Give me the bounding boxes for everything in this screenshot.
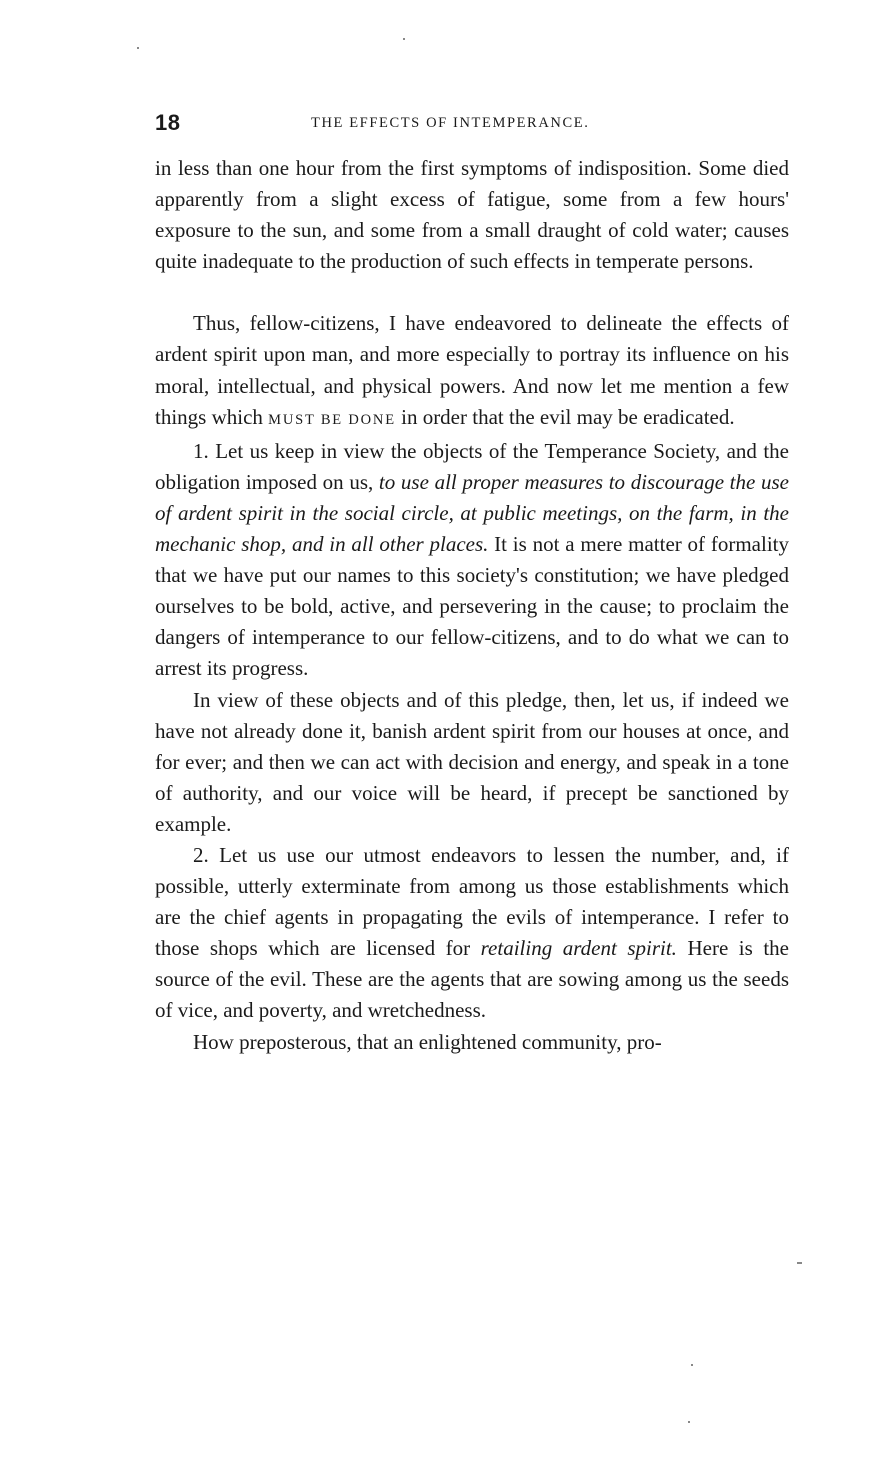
paragraph-pledge: In view of these objects and of this pledge, then, let us, if indeed we have not already done it, banish ardent spirit from our houses at once, and for ever; and then we can act with decision and energy, and speak in a tone of authority, and our voice will be heard, if precept be sanctioned by example. bbox=[155, 687, 789, 836]
paragraph-text: It is not a mere matter of formality that we have put our names to this society's constitution; we have pledged ourselves to be bold, active, and persevering in the cause; to proclaim the dangers of intemperance to our fellow-citizens, and to do what we can to arrest its progress. bbox=[155, 532, 789, 681]
small-caps-emphasis: MUST BE DONE bbox=[268, 411, 396, 428]
scan-speck bbox=[797, 1262, 802, 1264]
paragraph-text: 1. Let us keep in view the objects of the Temperance Society, and the obligation imposed on us, bbox=[155, 438, 789, 494]
paragraph-text: Here is the source of the evil. These are the agents that are sowing among us the seeds of vice, and poverty, and wretchedness. bbox=[155, 936, 789, 1023]
paragraph-text: in order that the evil may be eradicated. bbox=[395, 404, 735, 429]
paragraph-text: Thus, fellow-citizens, I have endeavored to delineate the effects of ardent spirit upon man, and more especially to portray its influence on his moral, intellectual, and physical powers. And now let me mention a few things which bbox=[155, 311, 789, 429]
italic-emphasis: retailing ardent spirit. bbox=[480, 936, 677, 961]
page-number: 18 bbox=[155, 110, 181, 135]
paragraph-point-2 bbox=[155, 840, 789, 1027]
scan-speck bbox=[403, 38, 405, 40]
paragraph-continuation: in less than one hour from the first symptoms of indisposition. Some died apparently from a slight excess of fatigue, some from a few hours' exposure to the sun, and some from a small draught of cold water; causes quite inadequate to the production of such effects in temperate persons. bbox=[155, 156, 789, 274]
scan-speck bbox=[688, 1421, 690, 1423]
page-header bbox=[155, 110, 790, 140]
scan-speck bbox=[137, 47, 139, 49]
scan-speck bbox=[691, 1364, 693, 1366]
paragraph-text: 2. Let us use our utmost endeavors to lessen the number, and, if possible, utterly exterminate from among us those establishments which are the chief agents in propagating the evils of intemperance. I refer to those shops which are licensed for bbox=[155, 842, 789, 961]
italic-emphasis: to use all proper measures to discourage the use of ardent spirit in the social circle, at public meetings, on the farm, in the mechanic shop, and in all other places. bbox=[155, 469, 789, 557]
paragraph-point-1 bbox=[155, 436, 789, 685]
running-title: THE EFFECTS OF INTEMPERANCE. bbox=[311, 115, 590, 131]
body-text bbox=[155, 153, 789, 1058]
paragraph-fellow-citizens bbox=[155, 308, 789, 435]
paragraph-gap bbox=[155, 277, 789, 308]
paragraph-preposterous: How preposterous, that an enlightened community, pro- bbox=[193, 1029, 662, 1054]
